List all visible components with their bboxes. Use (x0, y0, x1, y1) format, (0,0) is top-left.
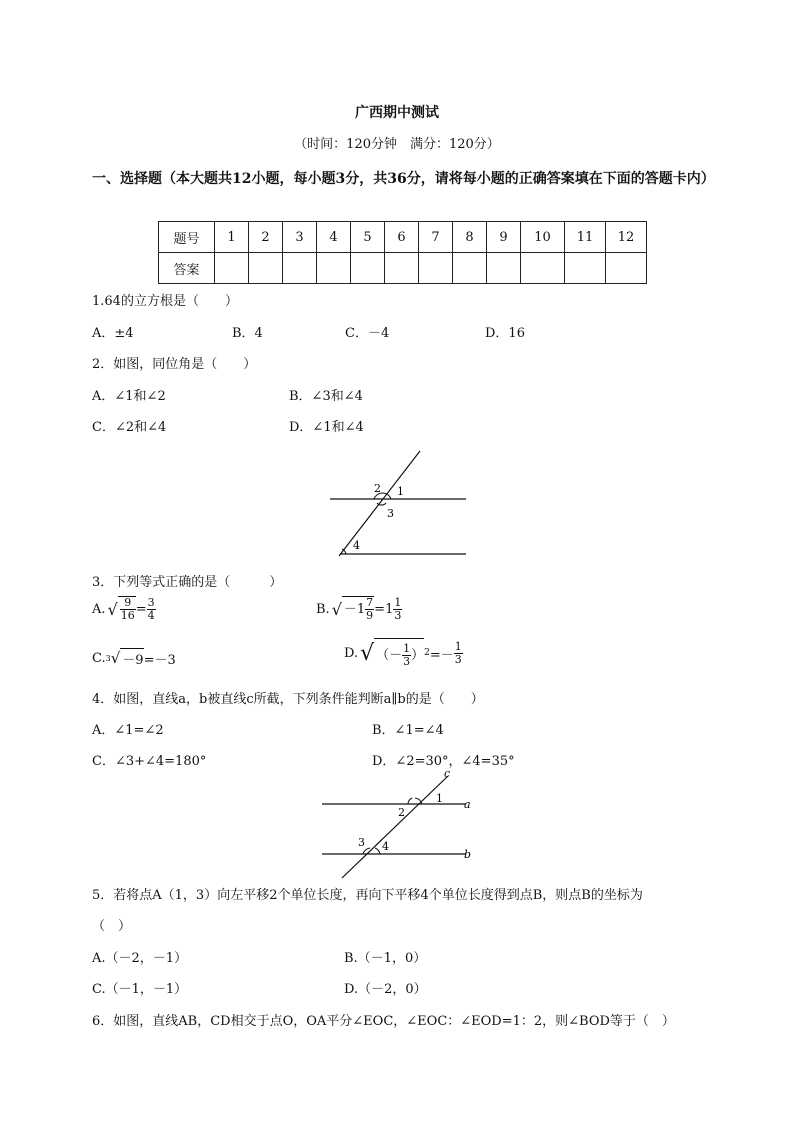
table-cell: 5 (351, 222, 385, 253)
table-cell: 2 (249, 222, 283, 253)
question-5-stem-line2: （ ） (92, 919, 132, 934)
answer-cell[interactable] (351, 253, 385, 284)
table-row (159, 222, 647, 253)
angle-label: 1 (436, 792, 443, 805)
answer-cell[interactable] (283, 253, 317, 284)
answer-cell[interactable] (453, 253, 487, 284)
q3-option-c (92, 648, 176, 668)
q4-option-c: C．∠3+∠4=180° (92, 754, 207, 769)
q5-option-a: A.（－2，－1） (92, 951, 188, 966)
question-4-stem: 4．如图，直线a，b被直线c所截，下列条件能判断a∥b的是（ ） (92, 692, 484, 707)
angle-label: 2 (398, 806, 405, 819)
radicand: $\frac{9}{16}$ (118, 596, 136, 622)
radicand: －1 $\frac{7}{9}$ (343, 596, 374, 622)
q4-option-b: B．∠1=∠4 (372, 723, 444, 738)
option-letter: B. (316, 601, 330, 617)
q4-option-d: D．∠2=30°，∠4=35° (372, 754, 515, 769)
page-title: 广西期中测试 (355, 105, 439, 121)
answer-table (158, 221, 647, 284)
figure-q4-parallel-lines (318, 768, 488, 880)
radicand: －9 (120, 648, 143, 668)
q5-option-c: C.（－1，－1） (92, 982, 188, 997)
q3-option-d (344, 638, 463, 668)
exponent: 2 (424, 648, 430, 658)
table-header-number: 题号 (159, 222, 215, 253)
angle-label: 3 (387, 507, 394, 520)
angle-label: 2 (374, 482, 381, 495)
angle-label: 3 (358, 836, 365, 849)
radical-sign: √ (331, 599, 342, 619)
table-cell: 7 (419, 222, 453, 253)
table-cell: 3 (283, 222, 317, 253)
q3-option-b (316, 596, 402, 622)
answer-cell[interactable] (317, 253, 351, 284)
table-cell: 11 (565, 222, 606, 253)
line-label: a (464, 798, 471, 811)
fraction: $\frac{3}{4}$ (147, 595, 155, 622)
line-label: c (444, 768, 451, 780)
q2-option-c: C．∠2和∠4 (92, 420, 167, 435)
q2-option-b: B．∠3和∠4 (289, 389, 363, 404)
angle-label: 1 (397, 485, 404, 498)
table-cell: 8 (453, 222, 487, 253)
answer-cell[interactable] (215, 253, 249, 284)
q1-option-b: B．4 (232, 326, 263, 341)
radical-sign: √ (110, 649, 121, 667)
section-heading: 一、选择题（本大题共12小题，每小题3分，共36分，请将每小题的正确答案填在下面的答题卡内） (92, 171, 715, 187)
table-cell: 1 (215, 222, 249, 253)
answer-cell[interactable] (249, 253, 283, 284)
q1-option-a: A．±4 (92, 326, 134, 341)
line-label: b (464, 848, 472, 861)
option-letter: C. (92, 650, 106, 666)
answer-cell[interactable] (521, 253, 565, 284)
table-row (159, 253, 647, 284)
q3-option-a (92, 596, 156, 622)
answer-cell[interactable] (487, 253, 521, 284)
angle-label: 4 (353, 539, 360, 552)
answer-cell[interactable] (385, 253, 419, 284)
equals: =－ (429, 647, 454, 663)
q4-option-a: A．∠1=∠2 (92, 723, 164, 738)
option-letter: D. (344, 645, 359, 661)
q2-option-a: A．∠1和∠2 (92, 389, 166, 404)
root-index: 3 (105, 653, 111, 663)
question-1-stem: 1.64的立方根是（ ） (92, 294, 238, 309)
fraction: $\frac{1}{3}$ (394, 595, 402, 622)
radicand: （－ $\frac{1}{3}$ ） (374, 638, 424, 668)
table-header-answer: 答案 (159, 253, 215, 284)
equals: = (135, 601, 147, 617)
equals: =1 (374, 601, 394, 617)
table-cell: 10 (521, 222, 565, 253)
question-2-stem: 2．如图，同位角是（ ） (92, 357, 257, 372)
option-letter: A. (92, 601, 106, 617)
question-3-stem: 3．下列等式正确的是（ ） (92, 575, 283, 590)
answer-cell[interactable] (606, 253, 647, 284)
answer-cell[interactable] (419, 253, 453, 284)
q5-option-d: D.（－2，0） (344, 982, 427, 997)
radical-sign: √ (107, 599, 118, 619)
q1-option-c: C．－4 (345, 326, 390, 341)
angle-label: 4 (382, 840, 389, 853)
result: =－3 (143, 652, 176, 668)
table-cell: 6 (385, 222, 419, 253)
q5-option-b: B.（－1，0） (344, 951, 427, 966)
exam-info: （时间：120分钟 满分：120分） (294, 137, 500, 152)
table-cell: 4 (317, 222, 351, 253)
figure-q2-angles (320, 445, 480, 563)
table-cell: 9 (487, 222, 521, 253)
radical-sign: √ (360, 640, 375, 666)
question-6-stem: 6．如图，直线AB，CD相交于点O，OA平分∠EOC，∠EOC：∠EOD=1：2，则∠BOD等于（ ） (92, 1014, 675, 1029)
question-5-stem-line1: 5．若将点A（1，3）向左平移2个单位长度，再向下平移4个单位长度得到点B，则点B的坐标为 (92, 888, 643, 903)
answer-cell[interactable] (565, 253, 606, 284)
table-cell: 12 (606, 222, 647, 253)
q2-option-d: D．∠1和∠4 (289, 420, 364, 435)
fraction: $\frac{1}{3}$ (454, 639, 462, 666)
q1-option-d: D．16 (485, 326, 525, 341)
